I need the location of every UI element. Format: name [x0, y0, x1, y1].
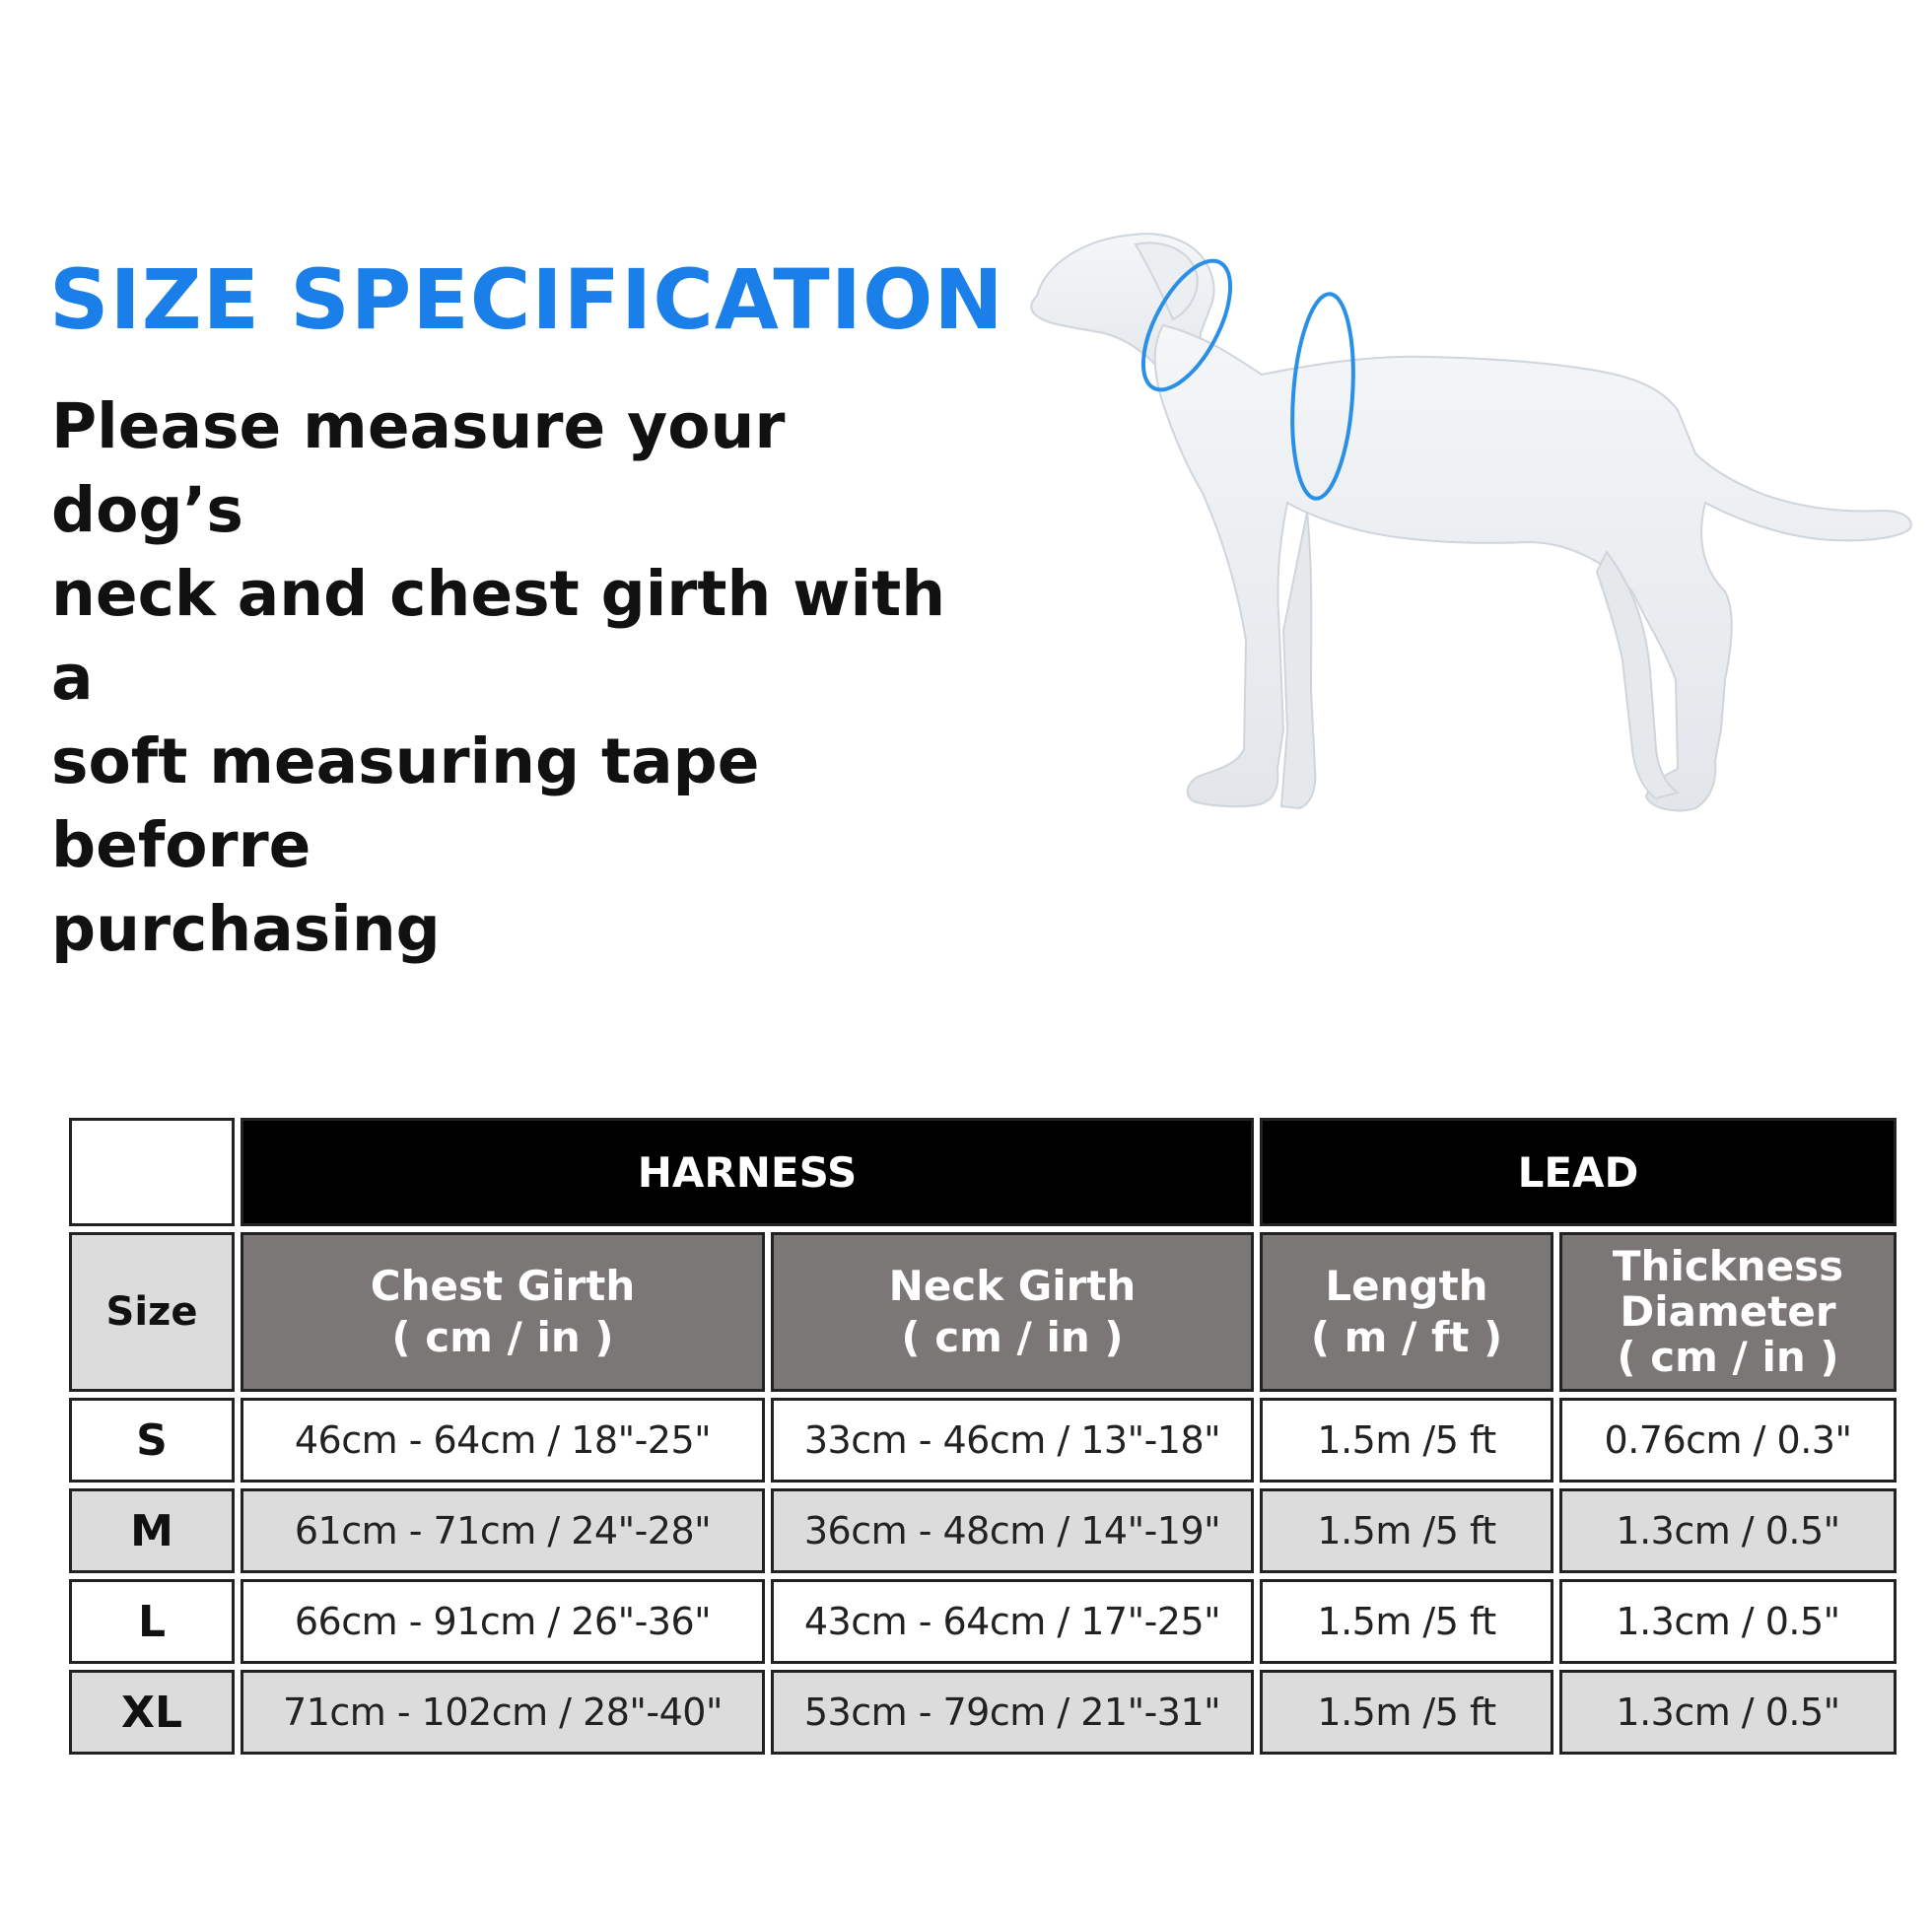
header-unit: ( cm / in ): [901, 1313, 1124, 1361]
thickness-cell: 1.3cm / 0.5": [1559, 1670, 1897, 1755]
chest-cell: 66cm - 91cm / 26"-36": [241, 1579, 765, 1664]
table-corner: [69, 1118, 235, 1226]
size-cell: S: [69, 1398, 235, 1483]
size-header: Size: [69, 1232, 235, 1392]
table-row: [69, 1398, 1897, 1483]
neck-cell: 33cm - 46cm / 13"-18": [771, 1398, 1254, 1483]
dog-illustration: [1015, 217, 1932, 867]
header-unit: ( m / ft ): [1310, 1313, 1503, 1361]
thickness-header: [1559, 1232, 1897, 1392]
neck-cell: 53cm - 79cm / 21"-31": [771, 1670, 1254, 1755]
header-line: Thickness: [1612, 1242, 1844, 1290]
length-header: [1260, 1232, 1553, 1392]
length-cell: 1.5m /5 ft: [1260, 1579, 1553, 1664]
header-line: Length: [1325, 1262, 1488, 1310]
size-cell: M: [69, 1488, 235, 1573]
header-unit: ( cm / in ): [391, 1313, 614, 1361]
group-header-row: [69, 1118, 1897, 1226]
neck-cell: 36cm - 48cm / 14"-19": [771, 1488, 1254, 1573]
thickness-cell: 0.76cm / 0.3": [1559, 1398, 1897, 1483]
dog-body: [1031, 234, 1911, 810]
intro-text: [51, 384, 998, 971]
chest-cell: 46cm - 64cm / 18"-25": [241, 1398, 765, 1483]
lead-header: LEAD: [1260, 1118, 1897, 1226]
thickness-cell: 1.3cm / 0.5": [1559, 1488, 1897, 1573]
table-row: [69, 1579, 1897, 1664]
intro-line: purchasing: [51, 893, 441, 965]
intro-line: neck and chest girth with a: [51, 558, 946, 714]
harness-header: HARNESS: [241, 1118, 1254, 1226]
table-row: [69, 1670, 1897, 1755]
intro-line: Please measure your dog’s: [51, 390, 786, 546]
chest-cell: 61cm - 71cm / 24"-28": [241, 1488, 765, 1573]
neck-girth-header: [771, 1232, 1254, 1392]
chest-girth-header: [241, 1232, 765, 1392]
header-line: Neck Girth: [888, 1262, 1137, 1310]
neck-cell: 43cm - 64cm / 17"-25": [771, 1579, 1254, 1664]
intro-line: soft measuring tape beforre: [51, 725, 760, 881]
table-row: [69, 1488, 1897, 1573]
length-cell: 1.5m /5 ft: [1260, 1398, 1553, 1483]
size-cell: XL: [69, 1670, 235, 1755]
column-header-row: [69, 1232, 1897, 1392]
thickness-cell: 1.3cm / 0.5": [1559, 1579, 1897, 1664]
chest-cell: 71cm - 102cm / 28"-40": [241, 1670, 765, 1755]
header-line: Diameter: [1620, 1287, 1836, 1336]
size-cell: L: [69, 1579, 235, 1664]
header-unit: ( cm / in ): [1617, 1333, 1839, 1381]
length-cell: 1.5m /5 ft: [1260, 1488, 1553, 1573]
header-line: Chest Girth: [370, 1262, 636, 1310]
page-title: SIZE SPECIFICATION: [49, 251, 1004, 348]
length-cell: 1.5m /5 ft: [1260, 1670, 1553, 1755]
size-table: [63, 1112, 1902, 1760]
